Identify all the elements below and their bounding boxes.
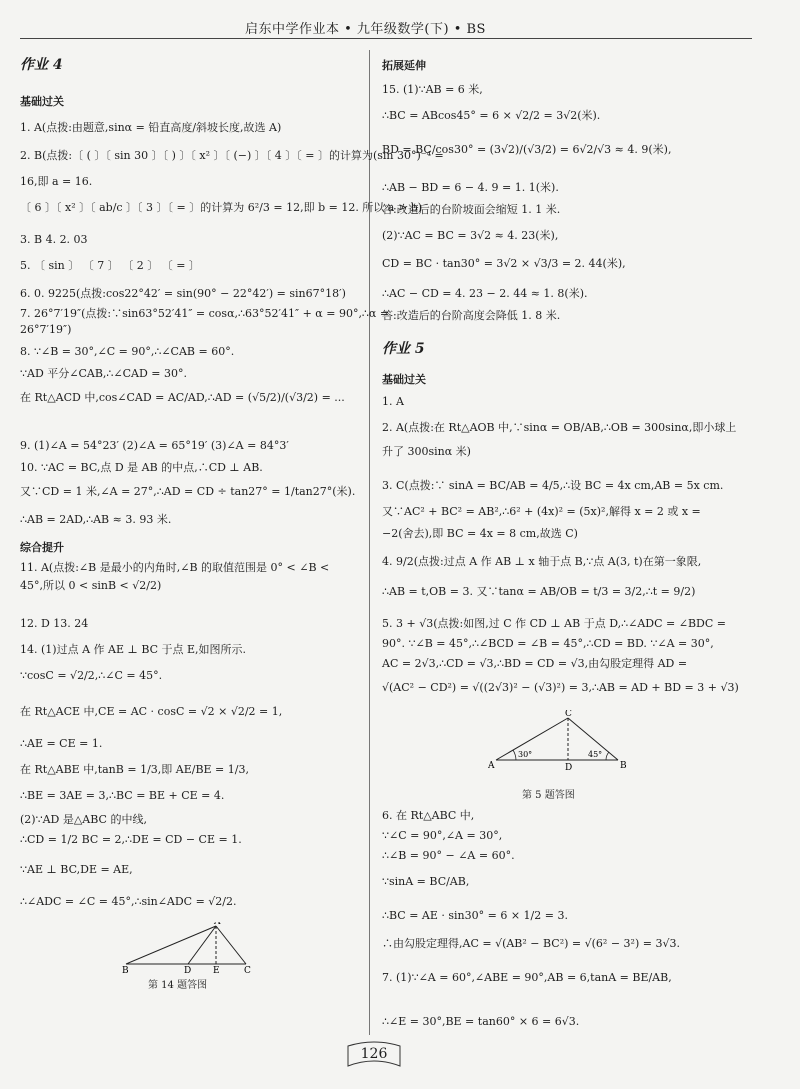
answer-line: ∴∠E = 30°,BE = tan60° × 6 = 6√3. bbox=[382, 1015, 580, 1028]
answer-line: 答:改造后的台阶高度会降低 1. 8 米. bbox=[382, 309, 561, 322]
answer-line: 3. C(点拨:∵ sinA = BC/AB = 4/5,∴设 BC = 4x cm,AB = 5x cm. bbox=[382, 479, 724, 492]
answer-line: AC = 2√3,∴CD = √3,∴BD = CD = √3,由勾股定理得 AD = bbox=[382, 657, 688, 670]
page-number: 126 bbox=[360, 1046, 388, 1062]
answer-line: 11. A(点拨:∠B 是最小的内角时,∠B 的取值范围是 0° < ∠B < bbox=[20, 561, 330, 574]
figure-14-label-c: C bbox=[244, 966, 251, 974]
answer-line: −2(舍去),即 BC = 4x = 8 cm,故选 C) bbox=[382, 527, 578, 540]
answer-line: ∴BE = 3AE = 3,∴BC = BE + CE = 4. bbox=[20, 789, 225, 802]
answer-line: 2. A(点拨:在 Rt△AOB 中,∵sinα = OB/AB,∴OB = 300sinα,即小球上 bbox=[382, 421, 737, 434]
answer-line: ∴由勾股定理得,AC = √(AB² − BC²) = √(6² − 3²) = 3√3. bbox=[382, 937, 680, 950]
answer-line: 9. (1)∠A = 54°23′ (2)∠A = 65°19′ (3)∠A = 84°3′ bbox=[20, 439, 289, 452]
answer-line: 10. ∵AC = BC,点 D 是 AB 的中点,∴CD ⊥ AB. bbox=[20, 461, 263, 474]
section-heading-homework-4: 作业 4 bbox=[20, 57, 63, 73]
answer-line: ∵cosC = √2/2,∴∠C = 45°. bbox=[20, 669, 163, 682]
answer-line: ∴AB − BD = 6 − 4. 9 = 1. 1(米). bbox=[382, 181, 559, 194]
answer-line: 1. A bbox=[382, 395, 404, 408]
figure-5-label-b: B bbox=[620, 761, 627, 771]
answer-line: ∴AE = CE = 1. bbox=[20, 737, 103, 750]
subsection-heading: 综合提升 bbox=[20, 541, 64, 554]
figure-14-label-d: D bbox=[184, 966, 192, 974]
answer-line: 6. 0. 9225(点拨:cos22°42′ = sin(90° − 22°42′) = sin67°18′) bbox=[20, 287, 346, 300]
figure-5-angle-30: 30° bbox=[518, 750, 533, 759]
answer-line: 8. ∵∠B = 30°,∠C = 90°,∴∠CAB = 60°. bbox=[20, 345, 235, 358]
answer-line: ∵AE ⊥ BC,DE = AE, bbox=[20, 863, 133, 876]
answer-line: 3. B 4. 2. 03 bbox=[20, 233, 88, 246]
figure-5-angle-45: 45° bbox=[588, 750, 603, 759]
figure-5-label-a: A bbox=[488, 761, 495, 771]
answer-line: ∴AB = t,OB = 3. 又∵tanα = AB/OB = t/3 = 3/2,∴t = 9/2) bbox=[382, 585, 696, 598]
answer-line: 升了 300sinα 米) bbox=[382, 445, 471, 458]
answer-line: 1. A(点拨:由题意,sinα = 铅直高度/斜坡长度,故选 A) bbox=[20, 121, 282, 134]
column-divider bbox=[369, 50, 370, 1035]
answer-line: 5. 〔 sin 〕 〔 7 〕 〔 2 〕 〔 = 〕 bbox=[20, 259, 200, 272]
answer-line: 2. B(点拨:〔 ( 〕〔 sin 30 〕〔 ) 〕〔 x² 〕〔 (−) 〕〔 4 〕〔 = 〕的计算为(sin 30°)⁻⁴ = bbox=[20, 149, 444, 162]
answer-line: ∴BC = ABcos45° = 6 × √2/2 = 3√2(米). bbox=[382, 109, 601, 122]
answer-line: 在 Rt△ABE 中,tanB = 1/3,即 AE/BE = 1/3, bbox=[20, 763, 249, 776]
figure-5-label-d: D bbox=[565, 763, 573, 772]
answer-line: 16,即 a = 16. bbox=[20, 175, 93, 188]
answer-line: 〔 6 〕〔 x² 〕〔 ab/c 〕〔 3 〕〔 = 〕的计算为 6²/3 = 12,即 b = 12. 所以 a > b) bbox=[20, 201, 422, 214]
answer-line: ∴CD = 1/2 BC = 2,∴DE = CD − CE = 1. bbox=[20, 833, 242, 846]
answer-line: (2)∵AC = BC = 3√2 ≈ 4. 23(米), bbox=[382, 229, 559, 242]
answer-line: 15. (1)∵AB = 6 米, bbox=[382, 83, 483, 96]
answer-line: 5. 3 + √3(点拨:如图,过 C 作 CD ⊥ AB 于点 D,∴∠ADC = ∠BDC = bbox=[382, 617, 726, 630]
answer-line: ∴AB = 2AD,∴AB ≈ 3. 93 米. bbox=[20, 513, 172, 526]
figure-5-label-c: C bbox=[565, 710, 572, 719]
figure-14-label-b: B bbox=[122, 966, 129, 974]
answer-line: 14. (1)过点 A 作 AE ⊥ BC 于点 E,如图所示. bbox=[20, 643, 247, 656]
answer-line: ∵∠C = 90°,∠A = 30°, bbox=[382, 829, 503, 842]
answer-line: BD = BC/cos30° = (3√2)/(√3/2) = 6√2/√3 ≈ 4. 9(米), bbox=[382, 143, 672, 156]
answer-line: 26°7′19″) bbox=[20, 323, 72, 336]
answer-line: ∴AC − CD = 4. 23 − 2. 44 ≈ 1. 8(米). bbox=[382, 287, 588, 300]
figure-14-caption: 第 14 题答图 bbox=[148, 980, 208, 991]
answer-line: (2)∵AD 是△ABC 的中线, bbox=[20, 813, 147, 826]
answer-line: ∴BC = AE · sin30° = 6 × 1/2 = 3. bbox=[382, 909, 568, 922]
answer-line: √(AC² − CD²) = √((2√3)² − (√3)²) = 3,∴AB = AD + BD = 3 + √3) bbox=[382, 681, 739, 694]
answer-line: 12. D 13. 24 bbox=[20, 617, 89, 630]
header-title: 启东中学作业本 • 九年级数学(下) • BS bbox=[245, 22, 486, 37]
answer-line: 答:改造后的台阶坡面会缩短 1. 1 米. bbox=[382, 203, 561, 216]
figure-5 bbox=[488, 710, 638, 776]
answer-line: 又∵AC² + BC² = AB²,∴6² + (4x)² = (5x)²,解得 x = 2 或 x = bbox=[382, 505, 701, 518]
answer-line: 90°. ∵∠B = 45°,∴∠BCD = ∠B = 45°,∴CD = BD. ∵∠A = 30°, bbox=[382, 637, 714, 650]
subsection-heading: 基础过关 bbox=[382, 373, 426, 386]
figure-14 bbox=[120, 922, 270, 978]
answer-line: ∴∠B = 90° − ∠A = 60°. bbox=[382, 849, 515, 862]
subsection-heading: 拓展延伸 bbox=[382, 59, 426, 72]
subsection-heading: 基础过关 bbox=[20, 95, 64, 108]
answer-line: 7. 26°7′19″(点拨:∵sin63°52′41″ = cosα,∴63°52′41″ + α = 90°,∴α = bbox=[20, 307, 390, 320]
answer-line: 4. 9/2(点拨:过点 A 作 AB ⊥ x 轴于点 B,∵点 A(3, t)在第一象限, bbox=[382, 555, 702, 568]
answer-line: ∵sinA = BC/AB, bbox=[382, 875, 470, 888]
answer-line: 在 Rt△ACD 中,cos∠CAD = AC/AD,∴AD = (√5/2)/(√3/2) = ... bbox=[20, 391, 345, 404]
answer-line: CD = BC · tan30° = 3√2 × √3/3 = 2. 44(米), bbox=[382, 257, 626, 270]
figure-5-caption: 第 5 题答图 bbox=[522, 790, 575, 801]
figure-14-label-e: E bbox=[213, 966, 220, 974]
answer-line: ∴∠ADC = ∠C = 45°,∴sin∠ADC = √2/2. bbox=[20, 895, 237, 908]
section-heading-homework-5: 作业 5 bbox=[382, 341, 425, 357]
answer-line: 7. (1)∵∠A = 60°,∠ABE = 90°,AB = 6,tanA = BE/AB, bbox=[382, 971, 672, 984]
figure-14-label-a: A bbox=[214, 922, 221, 927]
header-rule bbox=[20, 38, 752, 39]
page-header bbox=[0, 0, 800, 40]
answer-line: 45°,所以 0 < sinB < √2/2) bbox=[20, 579, 162, 592]
answer-line: 又∵CD = 1 米,∠A = 27°,∴AD = CD ÷ tan27° = 1/tan27°(米). bbox=[20, 485, 356, 498]
answer-line: 在 Rt△ACE 中,CE = AC · cosC = √2 × √2/2 = 1, bbox=[20, 705, 283, 718]
answer-line: 6. 在 Rt△ABC 中, bbox=[382, 809, 475, 822]
answer-line: ∵AD 平分∠CAB,∴∠CAD = 30°. bbox=[20, 367, 188, 380]
page-number-badge bbox=[344, 1040, 404, 1070]
